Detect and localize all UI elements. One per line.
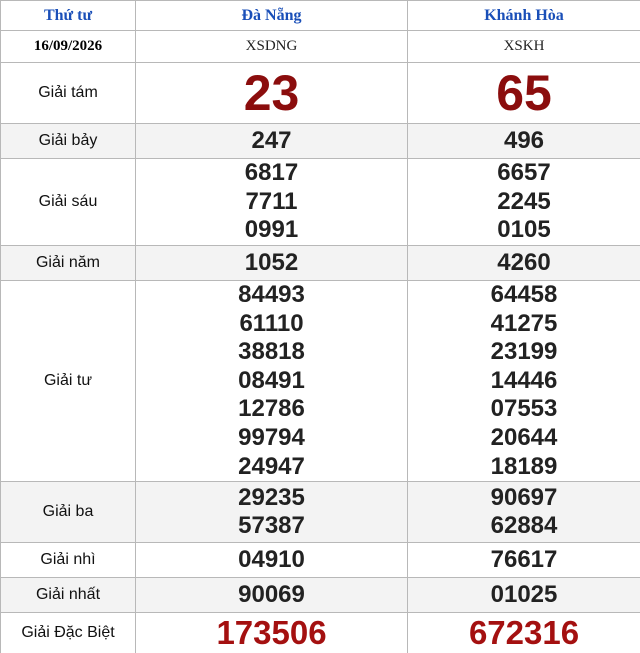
prize-number: 64458: [490, 281, 558, 308]
prize-number: 84493: [238, 281, 305, 308]
prize-cell-khanhhoa-dacbiet: [408, 613, 640, 653]
prize-row-dacbiet: [1, 613, 640, 653]
prize-label-bay: Giải bảy: [1, 124, 136, 159]
prize-row-sau: [1, 159, 640, 246]
prize-number: 20644: [490, 423, 558, 451]
code-khanhhoa: XSKH: [408, 31, 640, 63]
prize-number: 24947: [238, 452, 305, 480]
prize-label-nhi: Giải nhì: [1, 543, 136, 578]
province-khanhhoa-link[interactable]: Khánh Hòa: [408, 1, 640, 31]
subheader-row: [1, 31, 640, 63]
prize-number: 23199: [490, 338, 558, 366]
province-danang-link[interactable]: Đà Nẵng: [136, 1, 408, 31]
prize-cell-danang-nhat: [136, 578, 408, 613]
prize-number: 04910: [238, 545, 305, 573]
prize-number: 38818: [238, 338, 305, 366]
prize-number: 57387: [238, 512, 305, 540]
prize-cell-khanhhoa-nhi: [408, 543, 640, 578]
draw-date: 16/09/2026: [1, 31, 136, 63]
prize-number: 4260: [497, 248, 551, 276]
day-of-week: Thứ tư: [1, 1, 136, 31]
prize-number: 1052: [244, 248, 299, 276]
prize-number: 7711: [245, 187, 298, 215]
prize-number: 23: [243, 65, 300, 121]
prize-cell-danang-nam: [136, 246, 408, 281]
prize-number: 07553: [490, 395, 558, 423]
prize-label-ba: Giải ba: [1, 482, 136, 543]
special-prize-number: 173506: [216, 614, 327, 652]
prize-cell-danang-nhi: [136, 543, 408, 578]
prize-row-nhat: [1, 578, 640, 613]
prize-number: 496: [503, 126, 545, 154]
prize-cell-danang-sau: [136, 159, 408, 246]
prize-label-nhat: Giải nhất: [1, 578, 136, 613]
special-prize-number: 672316: [468, 614, 580, 652]
prize-cell-khanhhoa-bay: [408, 124, 640, 159]
prize-number: 2245: [497, 187, 551, 215]
prize-number: 0991: [244, 216, 299, 244]
code-danang: XSDNG: [136, 31, 408, 63]
prize-number: 6657: [497, 159, 551, 187]
prize-cell-danang-dacbiet: [136, 613, 408, 653]
prize-number: 65: [496, 65, 552, 121]
prize-label-dacbiet: Giải Đặc Biệt: [1, 613, 136, 653]
prize-number: 76617: [490, 545, 558, 573]
prize-number: 90697: [490, 483, 558, 511]
prize-cell-danang-tam: [136, 63, 408, 124]
prize-number: 41275: [490, 309, 558, 337]
prize-cell-danang-ba: [136, 482, 408, 543]
prize-cell-khanhhoa-tam: [408, 63, 640, 124]
prize-number: 18189: [490, 452, 558, 480]
prize-cell-khanhhoa-ba: [408, 482, 640, 543]
prize-cell-khanhhoa-tu: [408, 281, 640, 482]
prize-cell-khanhhoa-nhat: [408, 578, 640, 613]
prize-number: 0105: [497, 216, 551, 244]
prize-number: 01025: [490, 580, 558, 608]
prize-row-nam: [1, 246, 640, 281]
prize-number: 08491: [238, 366, 305, 394]
prize-number: 6817: [244, 159, 299, 187]
prize-label-tu: Giải tư: [1, 281, 136, 482]
prize-cell-danang-tu: [136, 281, 408, 482]
prize-number: 29235: [238, 483, 305, 511]
prize-cell-khanhhoa-nam: [408, 246, 640, 281]
prize-number: 14446: [490, 366, 558, 394]
prize-label-nam: Giải năm: [1, 246, 136, 281]
prize-row-tu: [1, 281, 640, 482]
prize-row-nhi: [1, 543, 640, 578]
prize-number: 247: [251, 126, 292, 154]
prize-number: 99794: [238, 423, 305, 451]
prize-number: 12786: [238, 395, 305, 423]
prize-number: 90069: [238, 580, 305, 608]
prize-row-bay: [1, 124, 640, 159]
prize-label-sau: Giải sáu: [1, 159, 136, 246]
prize-label-tam: Giải tám: [1, 63, 136, 124]
prize-cell-khanhhoa-sau: [408, 159, 640, 246]
prize-number: 61110: [239, 309, 304, 337]
prize-row-ba: [1, 482, 640, 543]
prize-cell-danang-bay: [136, 124, 408, 159]
header-row: [1, 1, 640, 31]
prize-row-tam: [1, 63, 640, 124]
prize-number: 62884: [490, 512, 558, 540]
